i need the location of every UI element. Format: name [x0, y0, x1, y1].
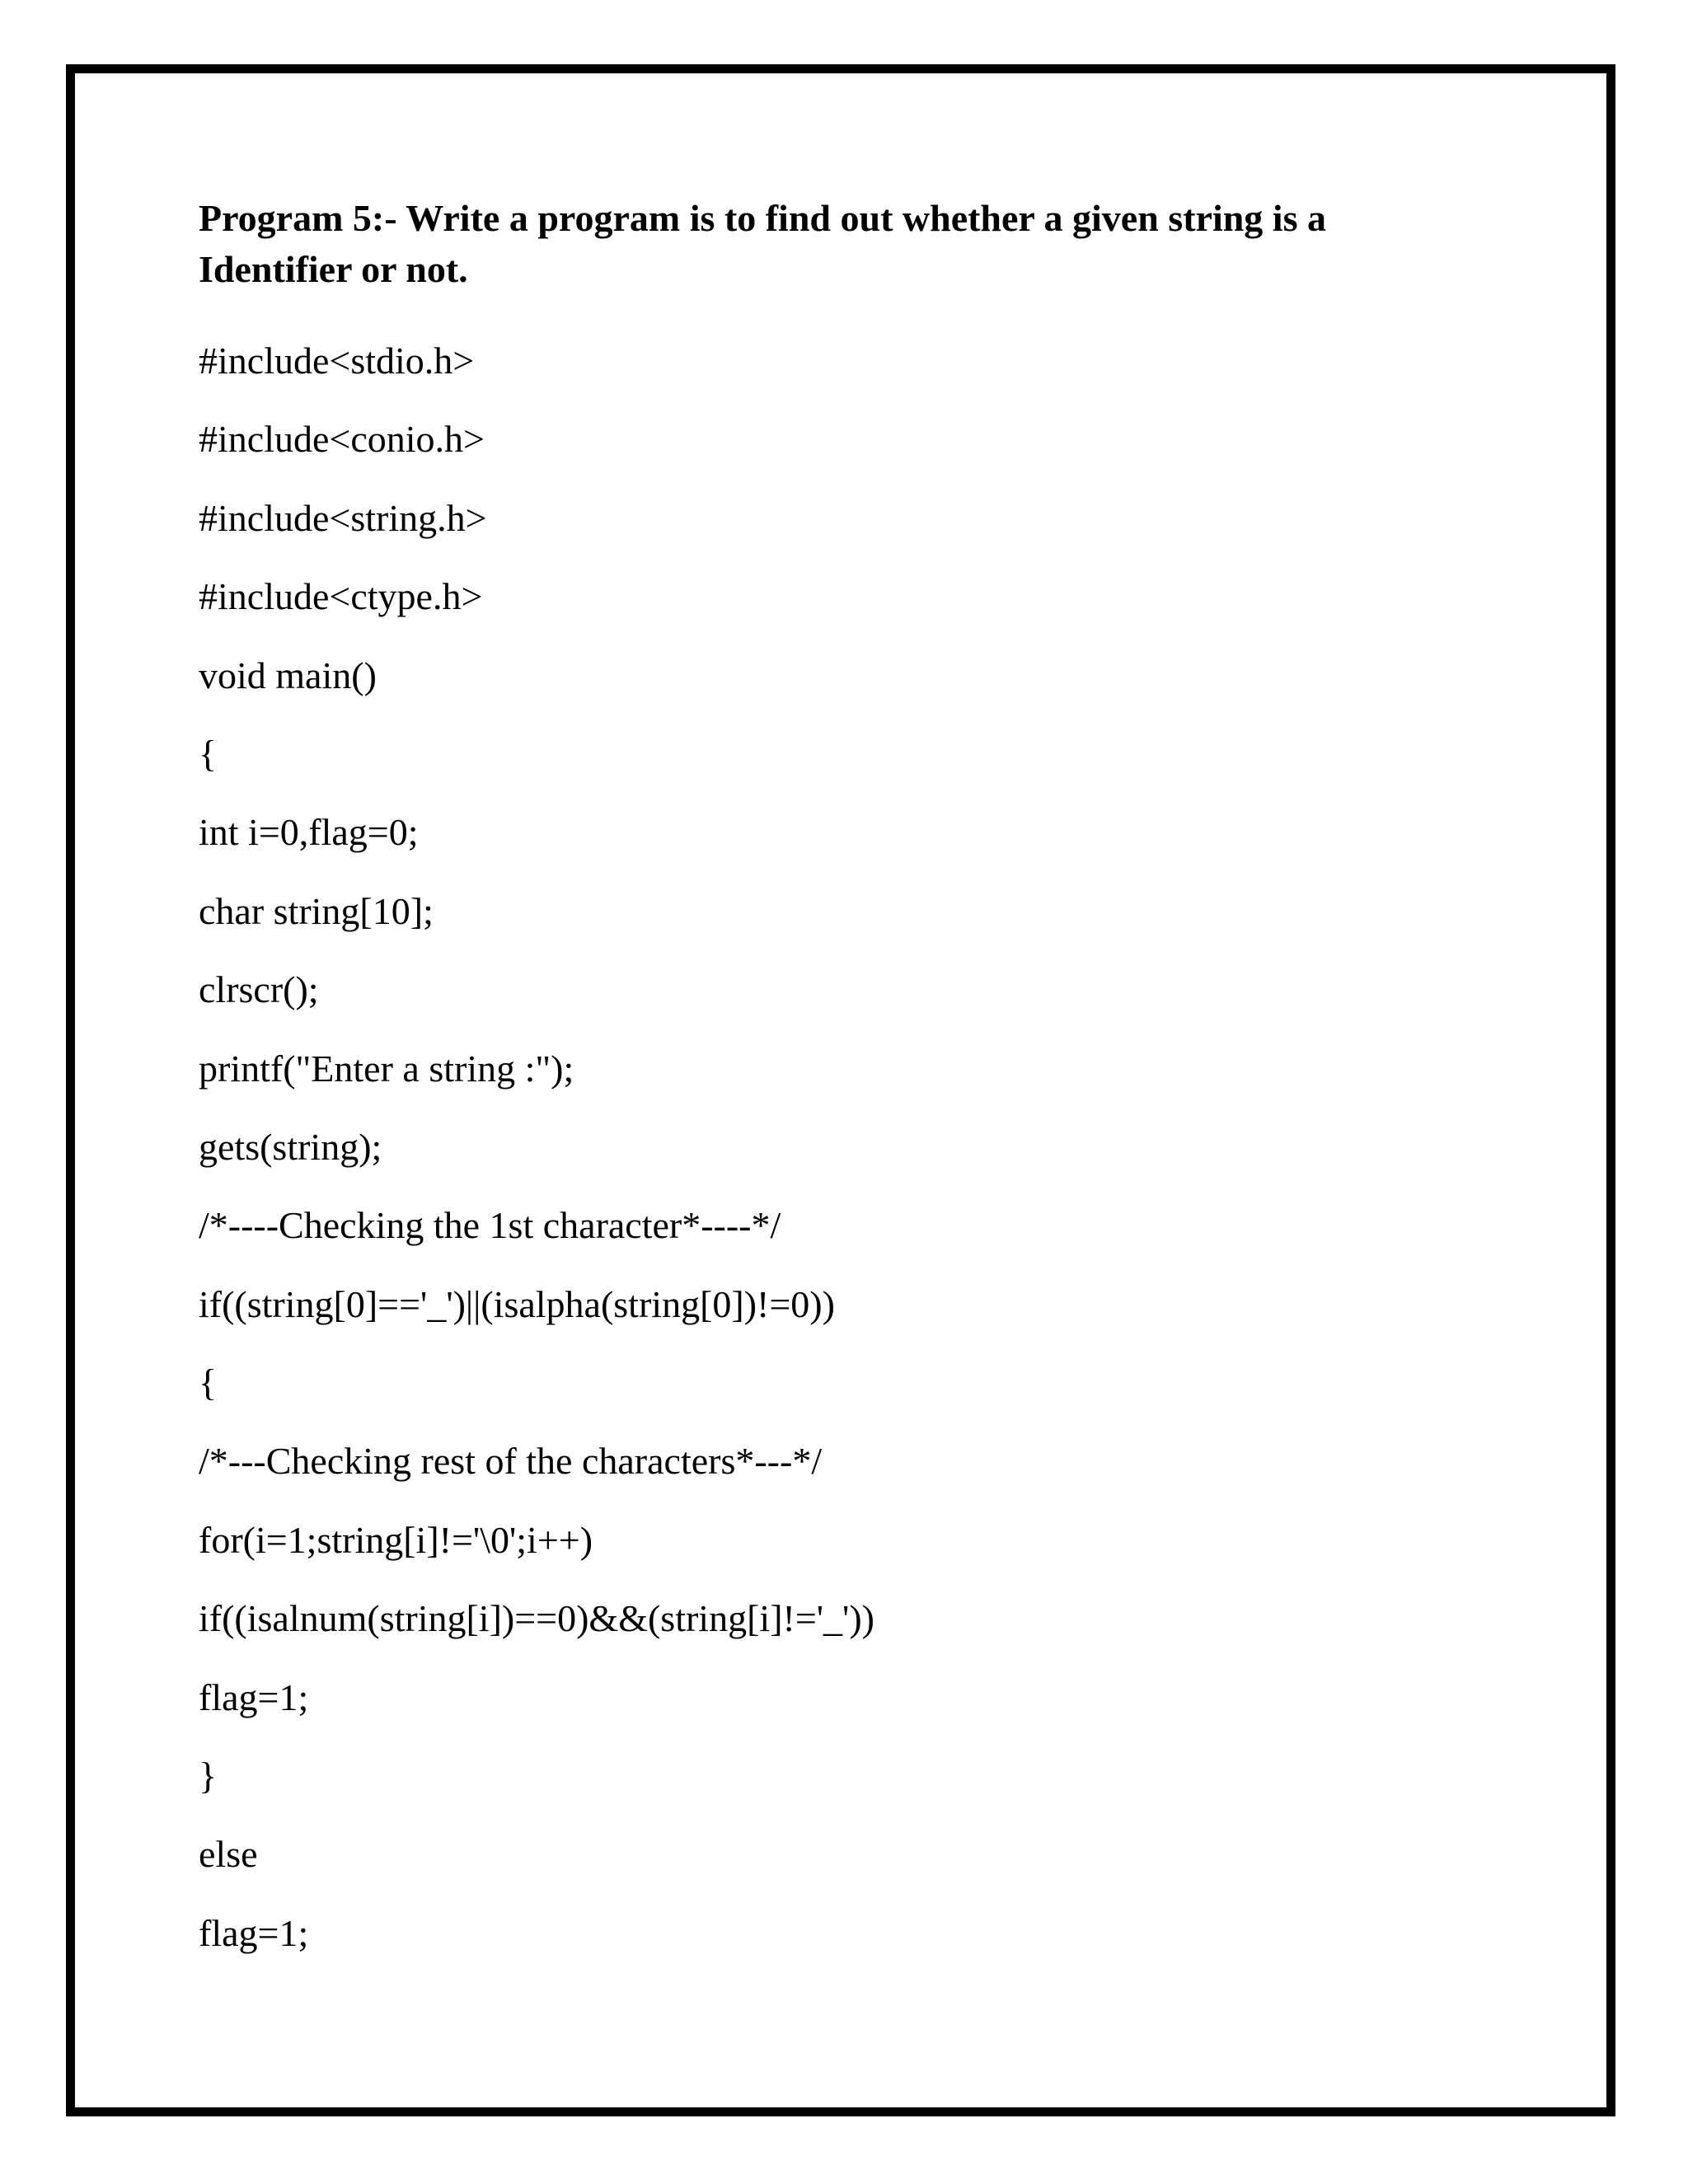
code-line: flag=1; — [199, 1675, 309, 1718]
heading-line-1: Program 5:- Write a program is to find out whether a given string is a — [199, 197, 1326, 239]
heading-line-2: Identifier or not. — [199, 248, 468, 290]
code-line: #include<stdio.h> — [199, 340, 475, 382]
code-line: { — [199, 1361, 218, 1404]
code-line: if((string[0]=='_')||(isalpha(string[0])!=0)) — [199, 1282, 835, 1325]
code-line: printf("Enter a string :"); — [199, 1047, 574, 1090]
document-content — [199, 193, 1517, 1972]
program-heading — [199, 193, 1517, 295]
code-line: gets(string); — [199, 1125, 382, 1168]
code-line: } — [199, 1755, 218, 1797]
code-line: int i=0,flag=0; — [199, 811, 419, 854]
code-line: /*---Checking rest of the characters*---*/ — [199, 1440, 823, 1483]
code-line: { — [199, 732, 218, 775]
code-block — [199, 321, 1517, 1972]
code-line: clrscr(); — [199, 968, 319, 1011]
code-line: char string[10]; — [199, 889, 434, 932]
code-line: else — [199, 1833, 258, 1876]
code-line: if((isalnum(string[i])==0)&&(string[i]!='_')) — [199, 1597, 874, 1640]
code-line: #include<ctype.h> — [199, 575, 483, 618]
code-line: for(i=1;string[i]!='\0';i++) — [199, 1518, 593, 1561]
code-line: /*----Checking the 1st character*----*/ — [199, 1204, 781, 1247]
code-line: void main() — [199, 654, 377, 696]
code-line: #include<conio.h> — [199, 418, 485, 461]
code-line: #include<string.h> — [199, 496, 487, 539]
code-line: flag=1; — [199, 1911, 309, 1954]
